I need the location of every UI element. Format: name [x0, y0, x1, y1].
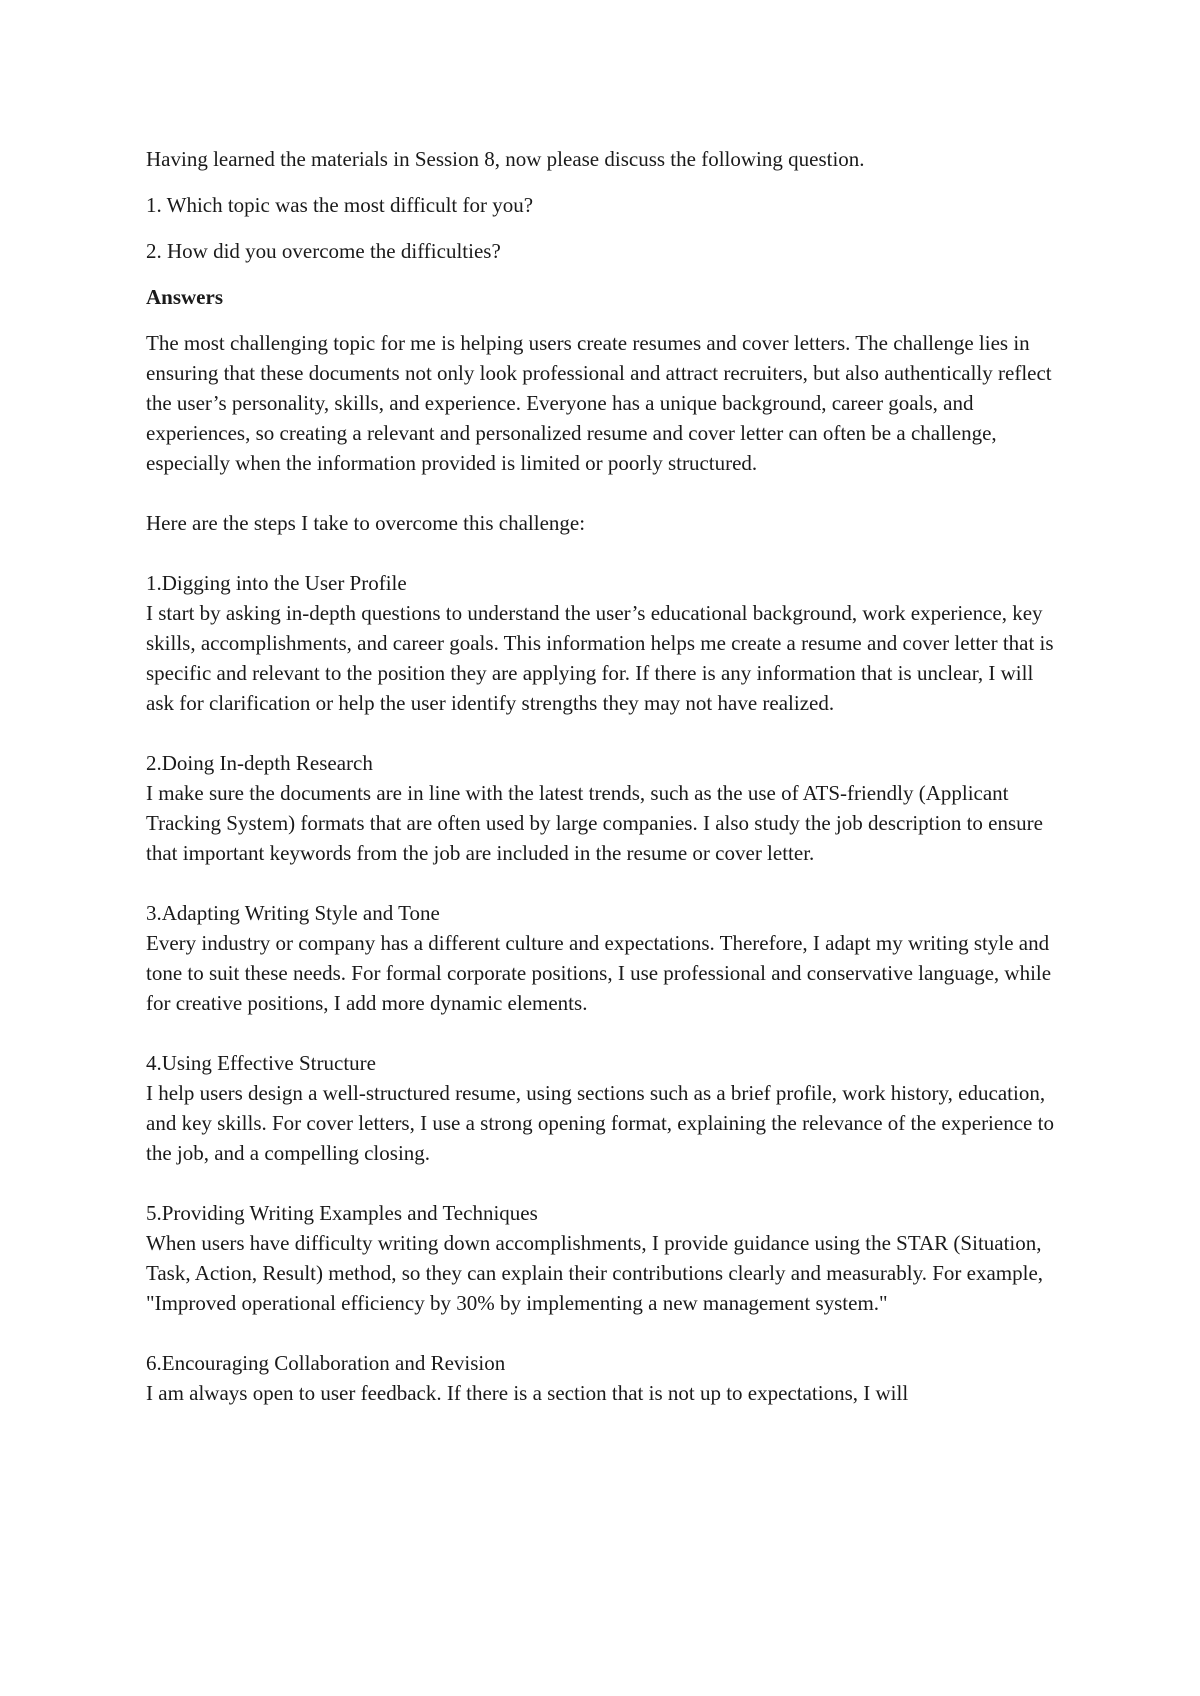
- question-2: 2. How did you overcome the difficulties?: [146, 239, 501, 263]
- step-text: I make sure the documents are in line with the latest trends, such as the use of ATS-friendly (Applicant Tracking System) formats that are often used by large companies. I also study the job description to ensure that important keywords from the job are included in the resume or cover letter.: [146, 781, 1043, 865]
- step-3: [146, 898, 1066, 1018]
- step-text: When users have difficulty writing down accomplishments, I provide guidance using the STAR (Situation, Task, Action, Result) method, so they can explain their contributions clearly and measurably. For example, "Improved operational efficiency by 30% by implementing a new management system.": [146, 1231, 1044, 1315]
- step-text: Every industry or company has a different culture and expectations. Therefore, I adapt my writing style and tone to suit these needs. For formal corporate positions, I use professional and conservative language, while for creative positions, I add more dynamic elements.: [146, 931, 1052, 1015]
- step-title: 2.Doing In-depth Research: [146, 751, 373, 775]
- step-text: I help users design a well-structured resume, using sections such as a brief profile, work history, education, and key skills. For cover letters, I use a strong opening format, explaining the relevance of the experience to the job, and a compelling closing.: [146, 1081, 1054, 1165]
- step-title: 3.Adapting Writing Style and Tone: [146, 901, 440, 925]
- answers-heading: Answers: [146, 285, 223, 309]
- step-title: 5.Providing Writing Examples and Techniques: [146, 1201, 538, 1225]
- step-6: [146, 1348, 1066, 1408]
- step-title: 1.Digging into the User Profile: [146, 571, 407, 595]
- step-1: [146, 568, 1066, 718]
- step-2: [146, 748, 1066, 868]
- step-title: 6.Encouraging Collaboration and Revision: [146, 1351, 506, 1375]
- intro-text: Having learned the materials in Session 8, now please discuss the following question.: [146, 147, 865, 171]
- step-text: I start by asking in-depth questions to understand the user’s educational background, work experience, key skills, accomplishments, and career goals. This information helps me create a resume and cover letter that is specific and relevant to the position they are applying for. If there is any information that is unclear, I will ask for clarification or help the user identify strengths they may not have realized.: [146, 601, 1054, 715]
- document-body: [146, 144, 1066, 1438]
- step-text: I am always open to user feedback. If there is a section that is not up to expectations, I will: [146, 1381, 909, 1405]
- step-4: [146, 1048, 1066, 1168]
- step-5: [146, 1198, 1066, 1318]
- step-title: 4.Using Effective Structure: [146, 1051, 376, 1075]
- steps-intro: Here are the steps I take to overcome this challenge:: [146, 511, 586, 535]
- question-1: 1. Which topic was the most difficult for you?: [146, 193, 534, 217]
- answer-paragraph: The most challenging topic for me is helping users create resumes and cover letters. The challenge lies in ensuring that these documents not only look professional and attract recruiters, but also authentically reflect the user’s personality, skills, and experience. Everyone has a unique background, career goals, and experiences, so creating a relevant and personalized resume and cover letter can often be a challenge, especially when the information provided is limited or poorly structured.: [146, 331, 1052, 475]
